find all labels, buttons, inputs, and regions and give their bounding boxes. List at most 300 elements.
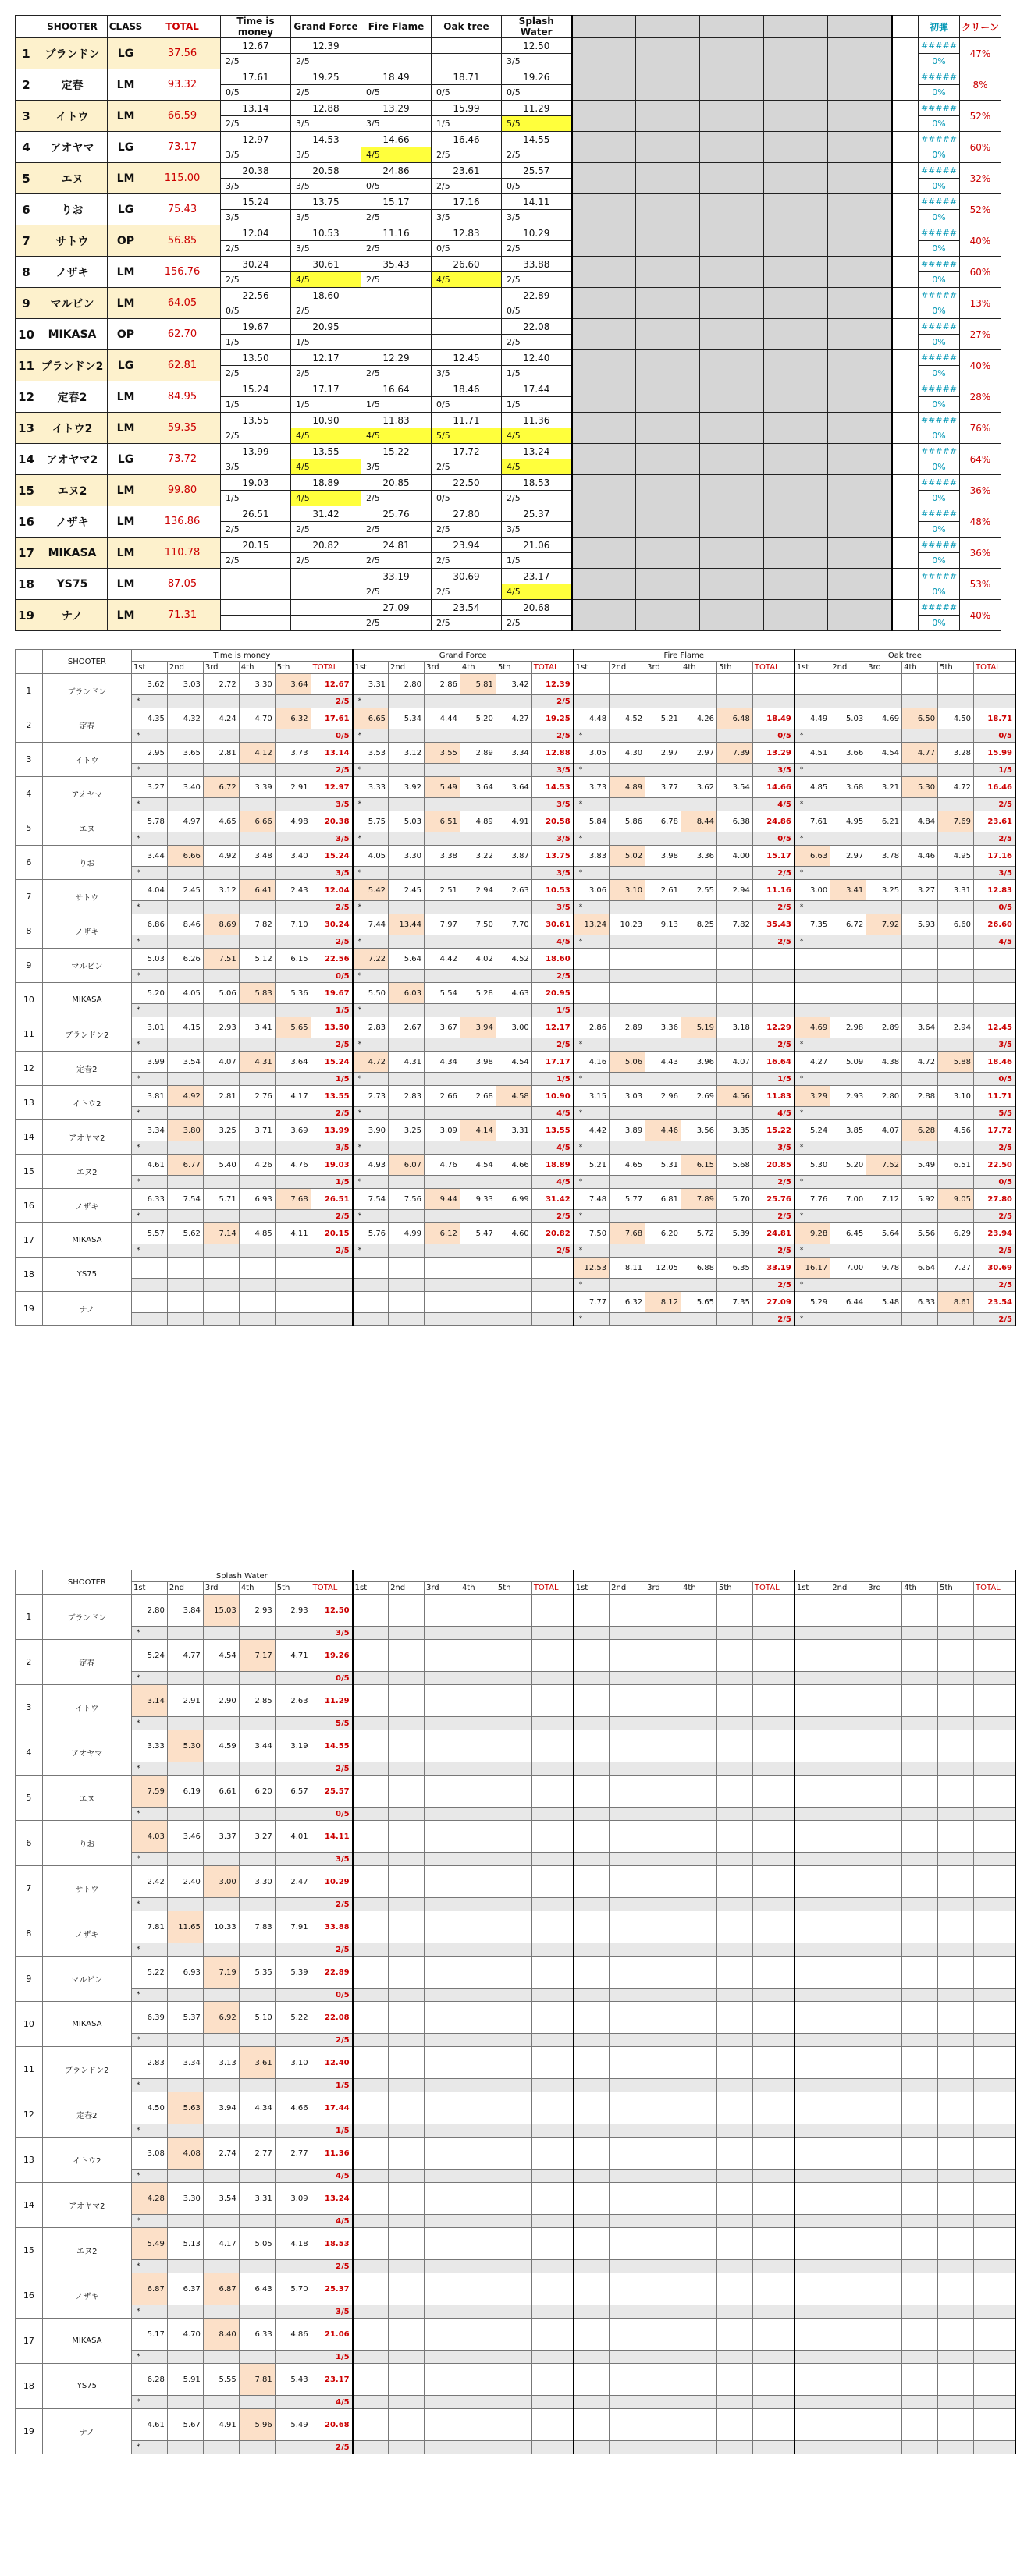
- split-mark: *: [131, 1853, 167, 1866]
- split-mark: [167, 1210, 203, 1223]
- empty-cell: [764, 319, 828, 350]
- stage-hits: [531, 1853, 573, 1866]
- split-mark: [645, 901, 681, 914]
- stage-hits: 2/5: [752, 1176, 794, 1189]
- split-time: [938, 1957, 974, 1989]
- split-time: [681, 2092, 717, 2124]
- split-mark: *: [795, 1141, 830, 1155]
- split-time: [795, 2319, 830, 2351]
- rank-cell: 6: [16, 846, 43, 880]
- split-time: 2.81: [203, 743, 239, 764]
- split-time: 7.91: [275, 1911, 311, 1943]
- split-mark: [460, 2396, 496, 2409]
- split-time: 5.13: [167, 2228, 203, 2260]
- split-time: 3.30: [167, 2183, 203, 2215]
- shooter-name: MIKASA: [37, 538, 108, 569]
- stage-total: [752, 983, 794, 1004]
- split-mark: [795, 2305, 830, 2319]
- stage-total: 22.56: [311, 949, 352, 970]
- stage-hits: [531, 2079, 573, 2092]
- rank-cell: 7: [16, 880, 43, 914]
- shooter-name: 定春: [37, 69, 108, 101]
- stage-hits: 4/5: [531, 935, 573, 949]
- split-mark: [353, 2215, 389, 2228]
- split-time: 6.03: [389, 983, 425, 1004]
- split-time: [716, 2047, 752, 2079]
- split-time: [425, 2409, 460, 2441]
- split-time: [425, 2092, 460, 2124]
- shooter-name: 定春: [42, 1640, 131, 1685]
- split-mark: *: [574, 901, 610, 914]
- stage-total: 12.39: [531, 674, 573, 695]
- split-time: 4.92: [203, 846, 239, 867]
- split-mark: [681, 970, 717, 983]
- split-mark: [425, 2305, 460, 2319]
- split-time: 3.87: [496, 846, 531, 867]
- split-time: 3.08: [131, 2138, 167, 2170]
- split-time: [425, 1640, 460, 1672]
- rank-cell: 5: [16, 811, 43, 846]
- total-cell: 64.05: [144, 288, 221, 319]
- split-mark: [239, 1176, 275, 1189]
- total-cell: 66.59: [144, 101, 221, 132]
- split-mark: [275, 729, 311, 743]
- split-mark: [866, 2396, 902, 2409]
- split-mark: [353, 1989, 389, 2002]
- split-mark: [496, 1073, 531, 1086]
- split-mark: [389, 1073, 425, 1086]
- clean-rate: 36%: [960, 538, 1001, 569]
- split-mark: [203, 1176, 239, 1189]
- split-mark: [830, 1141, 866, 1155]
- stage-total: [531, 1730, 573, 1762]
- stage-time: 13.14: [221, 101, 291, 116]
- split-time: 7.81: [239, 2364, 275, 2396]
- split-mark: [716, 2124, 752, 2138]
- split-mark: [460, 1004, 496, 1017]
- stage-hits: 0/5: [311, 970, 352, 983]
- split-mark: [830, 1004, 866, 1017]
- split-time: [866, 1911, 902, 1943]
- split-time: 5.64: [866, 1223, 902, 1244]
- stage-hits: 3/5: [291, 116, 361, 132]
- split-mark: [681, 1717, 717, 1730]
- stage-hits: [432, 335, 502, 350]
- split-mark: [424, 1073, 460, 1086]
- split-time: 4.12: [239, 743, 275, 764]
- split-mark: [866, 2215, 902, 2228]
- split-mark: [460, 764, 496, 777]
- rank-cell: 14: [16, 2183, 43, 2228]
- shooter-row-hits: [16, 2124, 1016, 2138]
- split-mark: [167, 2079, 203, 2092]
- split-time: 4.05: [353, 846, 389, 867]
- split-time: 3.54: [203, 2183, 239, 2215]
- split-time: 2.80: [866, 1086, 902, 1107]
- split-time: 4.98: [275, 811, 311, 832]
- stage-hits: 2/5: [361, 522, 432, 538]
- split-mark: [574, 2305, 610, 2319]
- rank-cell: 17: [16, 538, 37, 569]
- split-mark: [239, 2441, 275, 2454]
- split-time: 4.56: [938, 1120, 974, 1141]
- split-time: 6.65: [353, 708, 389, 729]
- split-mark: [389, 1627, 425, 1640]
- split-time: [610, 1776, 645, 1808]
- split-mark: [938, 1004, 974, 1017]
- split-time: [425, 1957, 460, 1989]
- column-header: 4th: [460, 662, 496, 674]
- shooter-row-hits: [16, 798, 1016, 811]
- split-time: 3.77: [645, 777, 681, 798]
- split-mark: [830, 2124, 866, 2138]
- total-cell: 59.35: [144, 413, 221, 444]
- split-time: 7.68: [610, 1223, 645, 1244]
- split-mark: [167, 729, 203, 743]
- split-time: 6.33: [239, 2319, 275, 2351]
- split-mark: *: [131, 1627, 167, 1640]
- rank-cell: 7: [16, 225, 37, 257]
- split-mark: *: [353, 695, 389, 708]
- stage-hits: [531, 2351, 573, 2364]
- split-time: [902, 2047, 938, 2079]
- stage-time: 30.69: [432, 569, 502, 584]
- split-time: [574, 1821, 610, 1853]
- split-mark: *: [131, 1073, 167, 1086]
- detail-table-2: [15, 1570, 1016, 2454]
- split-mark: [830, 1313, 866, 1326]
- split-time: 3.09: [275, 2183, 311, 2215]
- shooter-row: [16, 1017, 1016, 1038]
- split-time: [716, 2409, 752, 2441]
- stage-hits: 3/5: [502, 210, 572, 225]
- split-mark: [681, 1808, 717, 1821]
- split-mark: [716, 2441, 752, 2454]
- split-time: 4.27: [496, 708, 531, 729]
- stage-hits: 2/5: [311, 901, 352, 914]
- class-cell: LM: [108, 538, 144, 569]
- first-hit-rate: 0%: [919, 179, 960, 194]
- split-mark: [239, 1627, 275, 1640]
- split-mark: [353, 2034, 389, 2047]
- split-time: [795, 983, 830, 1004]
- stage-time: 20.85: [361, 475, 432, 491]
- split-time: [645, 2364, 681, 2396]
- split-time: 3.69: [275, 1120, 311, 1141]
- stage-hits: 2/5: [974, 832, 1015, 846]
- split-time: [681, 2228, 717, 2260]
- stage-total: [752, 674, 794, 695]
- split-time: [460, 1911, 496, 1943]
- split-mark: [610, 2305, 645, 2319]
- split-time: [716, 674, 752, 695]
- split-time: 5.50: [353, 983, 389, 1004]
- stage-total: 26.60: [974, 914, 1015, 935]
- split-mark: [681, 901, 717, 914]
- split-time: 5.91: [167, 2364, 203, 2396]
- split-mark: [645, 1808, 681, 1821]
- split-mark: [716, 1672, 752, 1685]
- stage-total: 15.24: [311, 846, 352, 867]
- column-header: TOTAL: [974, 1582, 1015, 1595]
- split-mark: [610, 1989, 645, 2002]
- stage-time: 12.29: [361, 350, 432, 366]
- stage-time: 31.42: [291, 506, 361, 522]
- empty-cell: [764, 506, 828, 538]
- split-mark: [574, 1004, 610, 1017]
- empty-cell: [764, 38, 828, 69]
- split-time: [830, 1640, 866, 1672]
- stage-hits: [974, 1672, 1015, 1685]
- rank-cell: 3: [16, 1685, 43, 1730]
- empty-cell: [764, 194, 828, 225]
- split-time: 7.56: [389, 1189, 425, 1210]
- split-mark: [938, 1244, 974, 1258]
- column-header: TOTAL: [311, 662, 352, 674]
- split-time: 3.40: [275, 846, 311, 867]
- split-mark: [938, 2396, 974, 2409]
- stage-hits: 1/5: [502, 366, 572, 381]
- split-time: 5.86: [610, 811, 645, 832]
- shooter-row: [16, 1292, 1016, 1313]
- split-time: [460, 2364, 496, 2396]
- first-hit-value: #####: [919, 413, 960, 428]
- shooter-name: りお: [42, 1821, 131, 1866]
- stage-hits: 2/5: [752, 1279, 794, 1292]
- split-mark: [460, 2170, 496, 2183]
- detail-table-1: [15, 649, 1016, 1326]
- clean-rate: 52%: [960, 194, 1001, 225]
- split-time: [460, 1292, 496, 1313]
- stage-time: 12.83: [432, 225, 502, 241]
- empty-cell: [764, 288, 828, 319]
- split-mark: [610, 2034, 645, 2047]
- split-time: [353, 1957, 389, 1989]
- stage-total: [974, 949, 1015, 970]
- column-header: TOTAL: [531, 662, 573, 674]
- empty-cell: [892, 538, 919, 569]
- split-time: 3.28: [938, 743, 974, 764]
- split-time: [830, 2183, 866, 2215]
- shooter-row: [16, 2047, 1016, 2079]
- stage-total: 24.81: [752, 1223, 794, 1244]
- split-time: [938, 983, 974, 1004]
- split-time: 5.67: [167, 2409, 203, 2441]
- stage-hits: 2/5: [291, 553, 361, 569]
- stage-hits: 5/5: [432, 428, 502, 444]
- split-mark: *: [574, 1073, 610, 1086]
- stage-total: 17.16: [974, 846, 1015, 867]
- first-hit-value: #####: [919, 288, 960, 303]
- split-time: 7.92: [866, 914, 902, 935]
- split-mark: [645, 798, 681, 811]
- stage-name: Oak tree: [795, 650, 1015, 662]
- shooter-row: [16, 743, 1016, 764]
- split-time: 7.52: [866, 1155, 902, 1176]
- split-mark: [645, 1244, 681, 1258]
- empty-cell: [764, 475, 828, 506]
- split-mark: [645, 1989, 681, 2002]
- split-time: [460, 2273, 496, 2305]
- split-mark: [239, 2260, 275, 2273]
- split-time: [496, 2273, 531, 2305]
- stage-total: [752, 1685, 794, 1717]
- stage-hits: 2/5: [361, 272, 432, 288]
- split-mark: [716, 764, 752, 777]
- stage-hits: [752, 1717, 794, 1730]
- stage-hits: [432, 303, 502, 319]
- split-time: 4.14: [460, 1120, 496, 1141]
- split-time: 9.28: [795, 1223, 830, 1244]
- split-time: [460, 2092, 496, 2124]
- split-mark: *: [131, 970, 167, 983]
- split-mark: [574, 1808, 610, 1821]
- split-mark: [239, 1898, 275, 1911]
- shooter-name: 定春2: [42, 2092, 131, 2138]
- split-time: 3.27: [902, 880, 938, 901]
- stage-total: [752, 2228, 794, 2260]
- split-time: 6.21: [866, 811, 902, 832]
- stage-hits: 2/5: [432, 459, 502, 475]
- split-time: [645, 1640, 681, 1672]
- stage-time: 22.56: [221, 288, 291, 303]
- rank-cell: 13: [16, 2138, 43, 2183]
- split-time: 3.31: [938, 880, 974, 901]
- shooter-row-hits: [16, 1808, 1016, 1821]
- split-time: [866, 2138, 902, 2170]
- split-mark: [203, 1141, 239, 1155]
- split-time: [902, 2364, 938, 2396]
- first-hit-value: #####: [919, 163, 960, 179]
- stage-hits: [974, 1762, 1015, 1776]
- split-mark: *: [131, 1672, 167, 1685]
- split-time: [389, 2092, 425, 2124]
- split-mark: [902, 867, 938, 880]
- split-time: 3.00: [795, 880, 830, 901]
- split-time: [830, 983, 866, 1004]
- stage-hits: 3/5: [531, 764, 573, 777]
- split-time: 5.49: [131, 2228, 167, 2260]
- empty-cell: [892, 350, 919, 381]
- split-mark: *: [795, 764, 830, 777]
- shooter-row-hits: [16, 1313, 1016, 1326]
- empty-cell: [892, 475, 919, 506]
- stage-total: [311, 1292, 352, 1313]
- shooter-name: ナノ: [42, 1292, 131, 1326]
- split-time: [938, 2138, 974, 2170]
- split-time: [353, 1685, 389, 1717]
- stage-time: 17.17: [291, 381, 361, 397]
- split-time: 3.85: [830, 1120, 866, 1141]
- split-mark: [716, 867, 752, 880]
- stage-hits: 5/5: [311, 1717, 352, 1730]
- split-mark: [389, 2351, 425, 2364]
- rank-cell: 16: [16, 1189, 43, 1223]
- split-mark: [389, 1176, 425, 1189]
- split-time: [389, 1957, 425, 1989]
- split-mark: [203, 2441, 239, 2454]
- split-mark: [830, 901, 866, 914]
- split-mark: [866, 2034, 902, 2047]
- stage-hits: [974, 2215, 1015, 2228]
- split-time: 7.12: [866, 1189, 902, 1210]
- stage-time: 13.99: [221, 444, 291, 459]
- rank-cell: 1: [16, 1595, 43, 1640]
- stage-total: [752, 1776, 794, 1808]
- empty-cell: [828, 69, 892, 101]
- split-mark: [239, 1004, 275, 1017]
- split-mark: [496, 729, 531, 743]
- split-mark: [574, 2079, 610, 2092]
- first-hit-rate: 0%: [919, 366, 960, 381]
- shooter-row: [16, 2092, 1016, 2124]
- split-mark: [716, 1853, 752, 1866]
- stage-time: 19.25: [291, 69, 361, 85]
- split-time: 4.11: [275, 1223, 311, 1244]
- split-time: 4.91: [496, 811, 531, 832]
- stage-hits: 2/5: [221, 272, 291, 288]
- stage-hits: [974, 1808, 1015, 1821]
- split-mark: [716, 970, 752, 983]
- empty-cell: [828, 475, 892, 506]
- stage-hits: 1/5: [291, 397, 361, 413]
- summary-row: [16, 288, 1001, 303]
- split-mark: [167, 1073, 203, 1086]
- split-mark: [610, 1038, 645, 1052]
- split-mark: *: [574, 1210, 610, 1223]
- split-mark: *: [131, 2034, 167, 2047]
- stage-total: [752, 1957, 794, 1989]
- empty-cell: [892, 506, 919, 538]
- split-time: 2.80: [389, 674, 425, 695]
- split-time: [830, 1730, 866, 1762]
- split-time: 2.45: [167, 880, 203, 901]
- split-time: 3.64: [275, 1052, 311, 1073]
- split-mark: [681, 1943, 717, 1957]
- rank-cell: 2: [16, 708, 43, 743]
- split-mark: [830, 1073, 866, 1086]
- stage-time: 13.55: [221, 413, 291, 428]
- stage-total: [752, 2002, 794, 2034]
- split-mark: [460, 729, 496, 743]
- split-time: [716, 1821, 752, 1853]
- split-time: 4.27: [795, 1052, 830, 1073]
- split-mark: [645, 2396, 681, 2409]
- split-time: [574, 2319, 610, 2351]
- stage-hits: 3/5: [311, 1141, 352, 1155]
- split-time: 5.20: [460, 708, 496, 729]
- stage-time: 22.08: [502, 319, 572, 335]
- split-mark: [424, 764, 460, 777]
- shooter-name: りお: [37, 194, 108, 225]
- rank-cell: 17: [16, 2319, 43, 2364]
- column-header: 3rd: [425, 1582, 460, 1595]
- first-hit-rate: 0%: [919, 491, 960, 506]
- first-hit-rate: 0%: [919, 428, 960, 444]
- split-mark: [275, 1038, 311, 1052]
- split-time: 2.96: [645, 1086, 681, 1107]
- shooter-name: ブランドン: [42, 674, 131, 708]
- split-time: 6.60: [938, 914, 974, 935]
- stage-total: 13.55: [531, 1120, 573, 1141]
- stage-hits: 3/5: [531, 832, 573, 846]
- split-mark: [203, 798, 239, 811]
- empty-cell: [828, 163, 892, 194]
- stage-hits: 2/5: [531, 1244, 573, 1258]
- column-header: 3rd: [645, 662, 681, 674]
- stage-time: 33.19: [361, 569, 432, 584]
- split-time: 3.06: [574, 880, 610, 901]
